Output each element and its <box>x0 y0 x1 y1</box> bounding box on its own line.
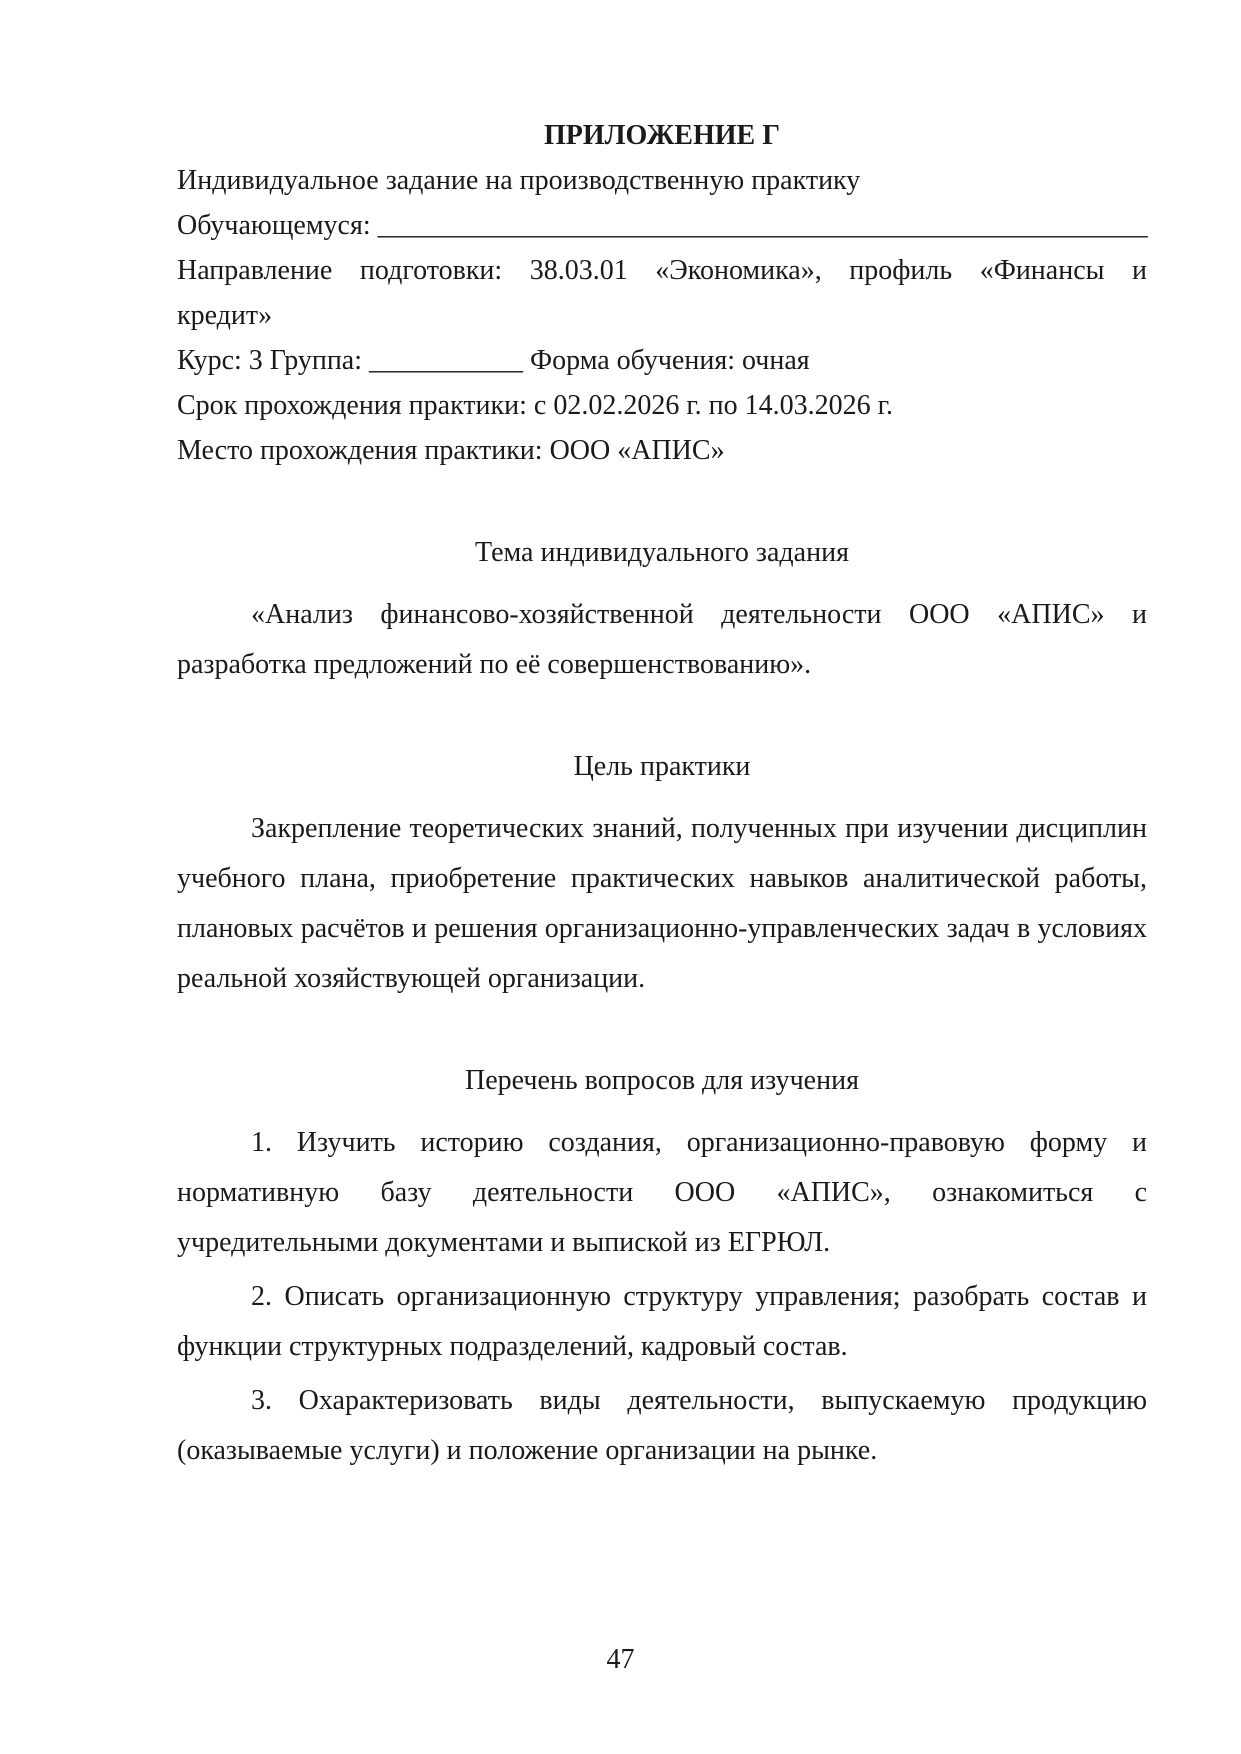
topic-text: «Анализ финансово-хозяйственной деятельности ООО «АПИС» и разработка предложений по её совершенствованию». <box>177 599 1147 680</box>
topic-heading: Тема индивидуального задания <box>475 537 849 568</box>
appendix-title: ПРИЛОЖЕНИЕ Г <box>543 120 781 151</box>
goal-heading: Цель практики <box>573 751 751 782</box>
goal-text: Закрепление теоретических знаний, полученных при изучении дисциплин учебного плана, приобретение практических навыков аналитической работы, плановых расчётов и решения организационно-управленческих задач в условиях реальной хозяйствующей организации. <box>177 813 1147 994</box>
assignment-subtitle: Индивидуальное задание на производственную практику <box>177 165 861 196</box>
direction-line-1: Направление подготовки: 38.03.01 «Экономика», профиль «Финансы и <box>177 255 1147 286</box>
student-line: Обучающемуся: _______________________________________________________ <box>177 210 1148 241</box>
question-item-1: 1. Изучить историю создания, организационно-правовую форму и нормативную базу деятельности ООО «АПИС», ознакомиться с учредительными документами и выпиской из ЕГРЮЛ. <box>177 1127 1147 1258</box>
course-line: Курс: 3 Группа: ___________ Форма обучения: очная <box>177 345 810 376</box>
page-content <box>177 116 1147 1476</box>
questions-heading: Перечень вопросов для изучения <box>465 1065 859 1096</box>
period-line: Срок прохождения практики: с 02.02.2026 г. по 14.03.2026 г. <box>177 390 893 421</box>
question-item-3: 3. Охарактеризовать виды деятельности, выпускаемую продукцию (оказываемые услуги) и положение организации на рынке. <box>177 1385 1147 1466</box>
place-line: Место прохождения практики: ООО «АПИС» <box>177 435 725 466</box>
page-number: 47 <box>606 1644 635 1675</box>
question-item-2: 2. Описать организационную структуру управления; разобрать состав и функции структурных подразделений, кадровый состав. <box>177 1281 1147 1362</box>
direction-line-2: кредит» <box>177 300 273 331</box>
